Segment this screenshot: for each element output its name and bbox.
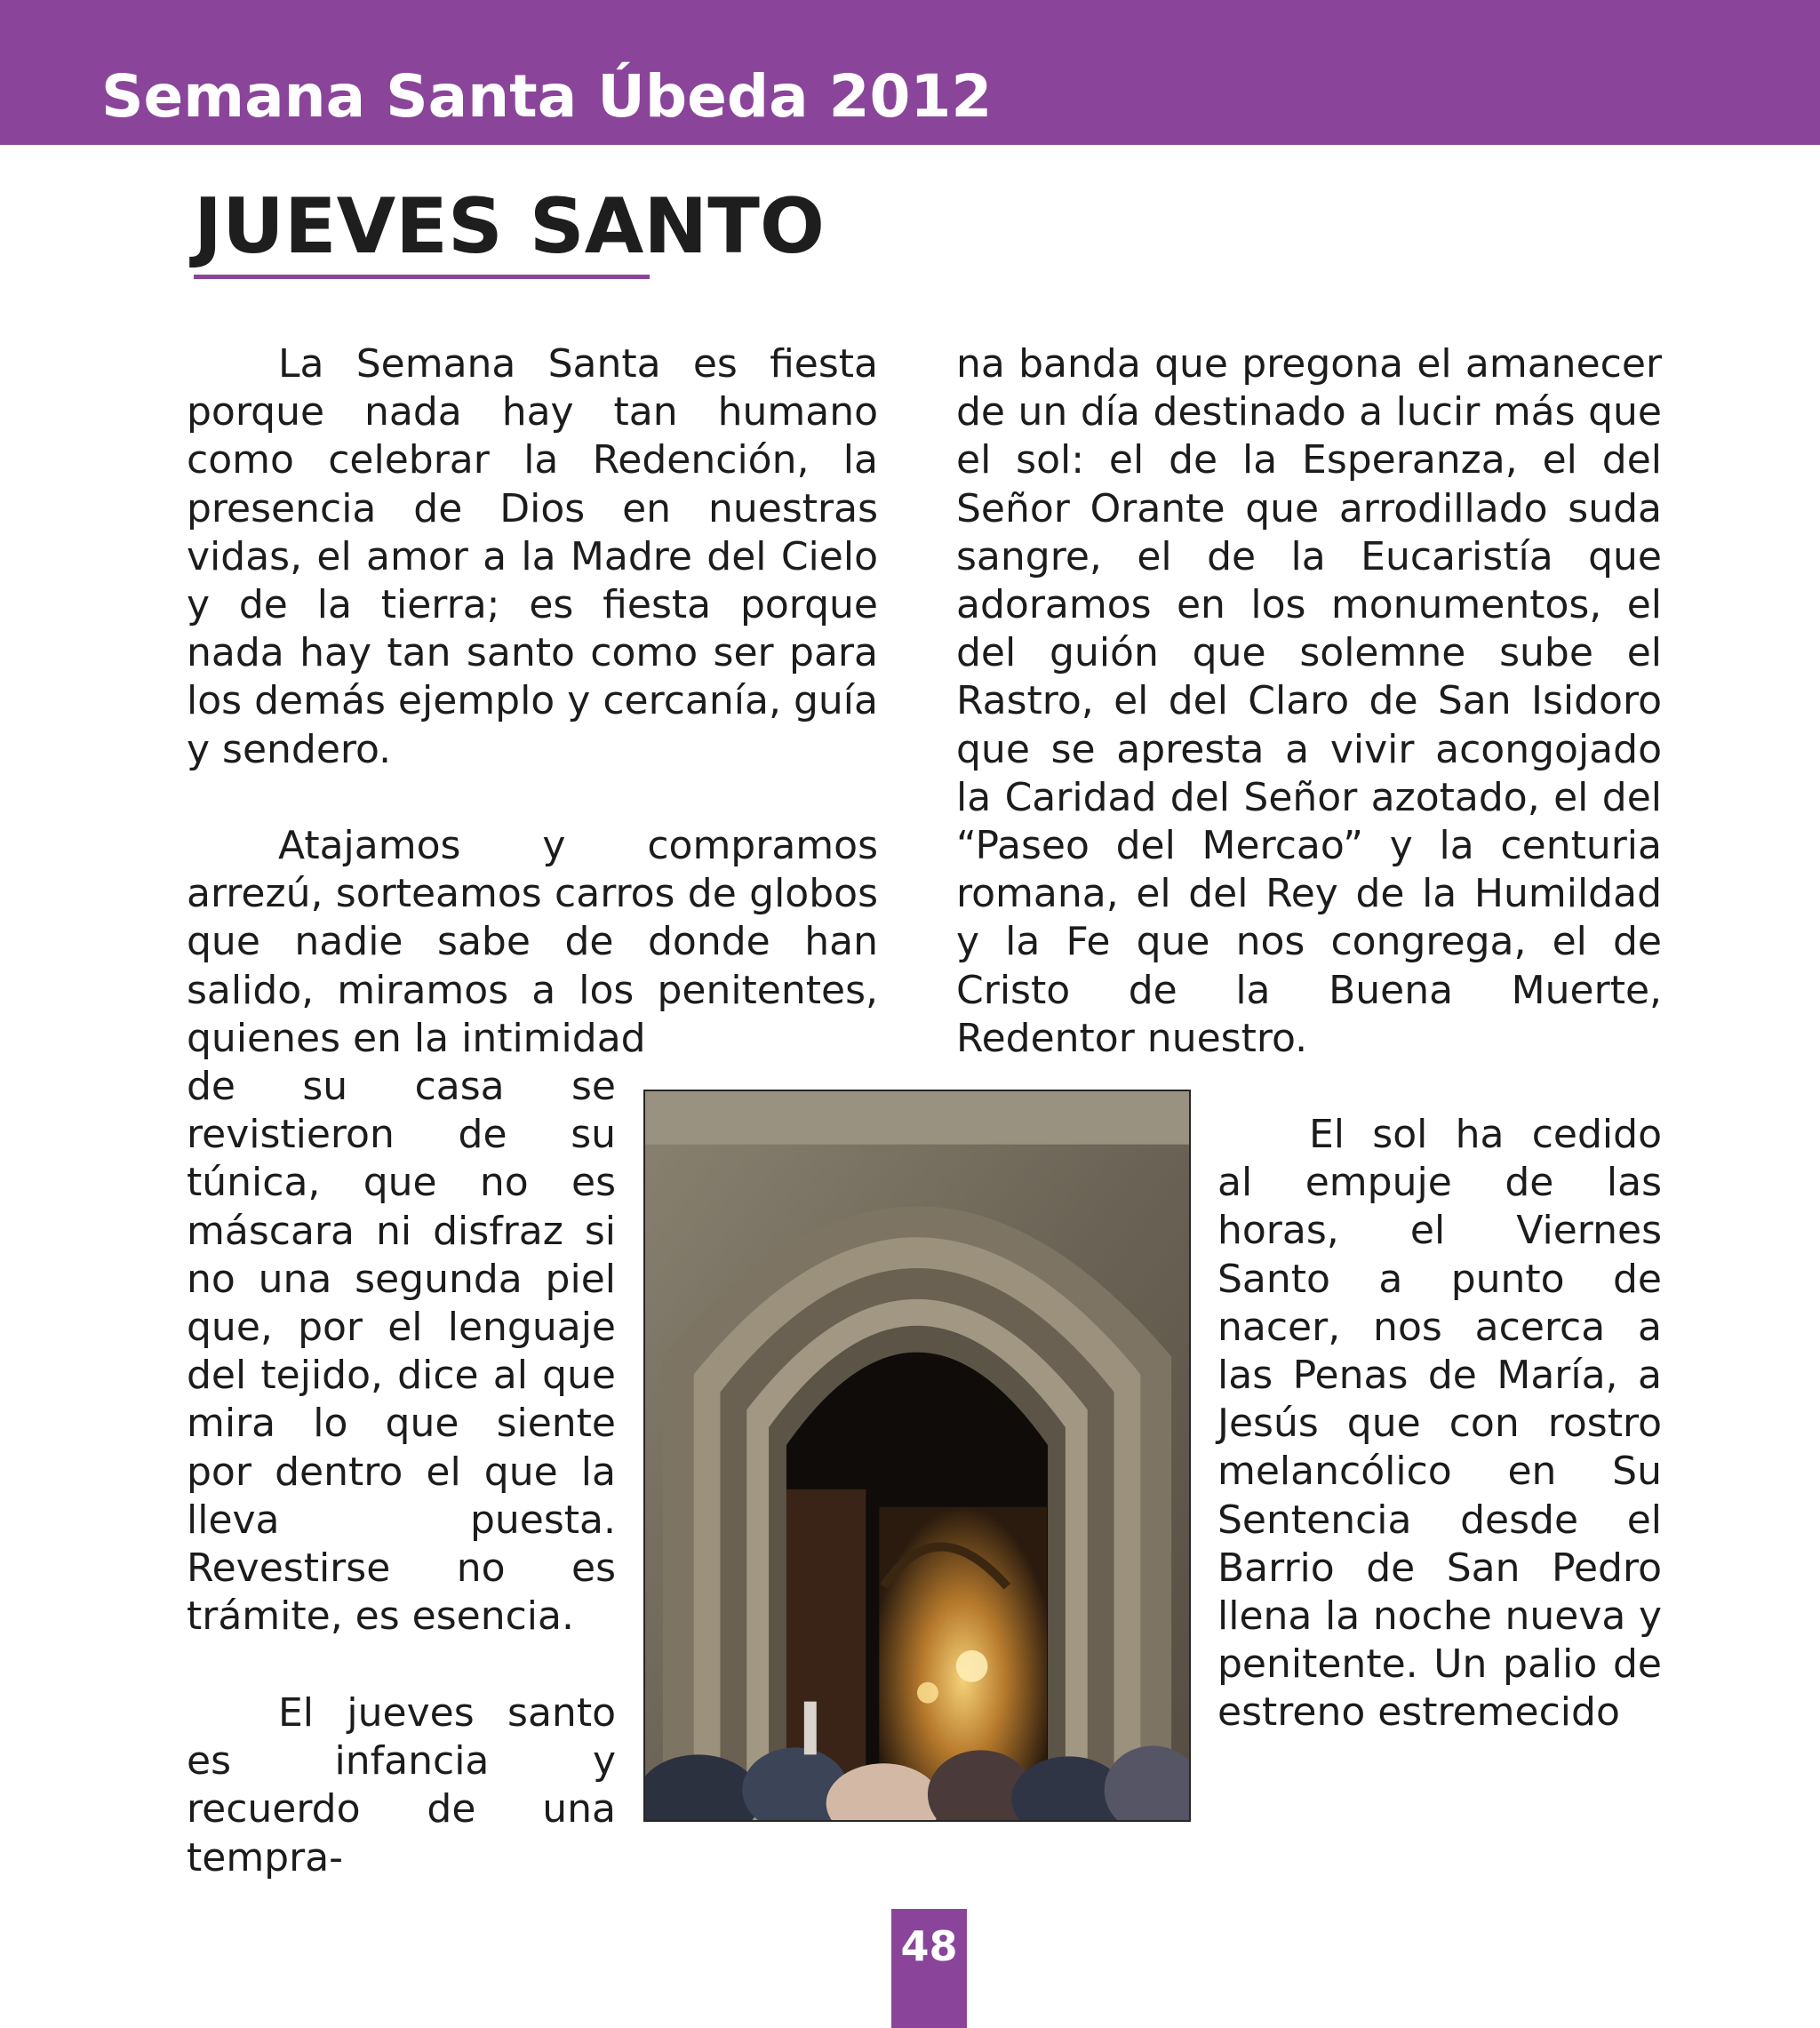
page-number: 48 — [900, 1922, 958, 1970]
title-underline — [194, 275, 650, 279]
left-paragraph-1: La Semana Santa es fiesta porque nada hay tan humano como celebrar la Redención, la presencia de Dios en nuestras vidas, el amor a la Madre del Cielo y de la tierra; es fiesta porque nada hay tan santo como ser para los demás ejemplo y cercanía, guía y sendero. — [187, 341, 878, 772]
left-paragraph-2-continued: de su casa se revistieron de su túnica, que no es máscara ni disfraz si no una segunda piel que, por el lenguaje del tejido, dice al que mira lo que siente por dentro el que la lleva puesta. Revestirse no es trámite, es esencia. — [187, 1064, 616, 1640]
right-paragraph-2: El sol ha cedido al empuje de las horas, el Viernes Santo a punto de nacer, nos acerca a las Penas de María, a Jesús que con rostro melancólico en Su Sentencia desde el Barrio de San Pedro llena la noche nueva y penitente. Un palio de estreno estremecido — [1217, 1112, 1662, 1736]
page-title: JUEVES SANTO — [194, 182, 826, 271]
header-bar — [0, 0, 1820, 145]
church-portal-illustration — [645, 1091, 1189, 1820]
left-paragraph-3: El jueves santo es infancia y recuerdo de una tempra- — [187, 1690, 616, 1880]
header-title: Semana Santa Úbeda 2012 — [101, 62, 993, 131]
right-paragraph-1: na banda que pregona el amanecer de un día destinado a lucir más que el sol: el de la Esperanza, el del Señor Orante que arrodillado suda sangre, el de la Eucaristía que adoramos en los monumentos, el del guión que solemne sube el Rastro, el del Claro de San Isidoro que se apresta a vivir acongojado la Caridad del Señor azotado, el del “Paseo del Mercao” y la centuria romana, el del Rey de la Humildad y la Fe que nos congrega, el de Cristo de la Buena Muerte, Redentor nuestro. — [956, 341, 1662, 1061]
church-portal-photo — [643, 1090, 1191, 1822]
left-paragraph-2: Atajamos y compramos arrezú, sorteamos carros de globos que nadie sabe de donde han salido, miramos a los penitentes, quienes en la intimidad — [187, 823, 878, 1061]
page-number-box — [891, 1909, 967, 2028]
